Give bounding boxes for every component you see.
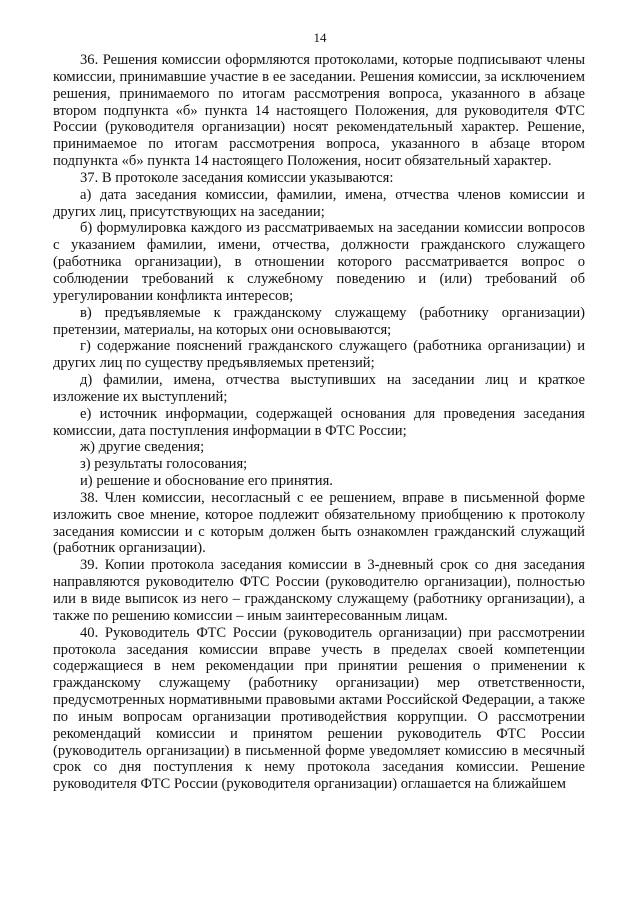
paragraph-37-zh: ж) другие сведения; [80, 439, 205, 456]
paragraph-37-a: а) дата заседания комиссии, фамилии, имена, отчества членов комиссии и других лиц, присутствующих на заседании; [53, 186, 585, 220]
paragraph-37-g: г) содержание пояснений гражданского служащего (работника организации) и других лиц по существу предъявляемых претензий; [53, 338, 585, 372]
paragraph-40: 40. Руководитель ФТС России (руководитель организации) при рассмотрении протокола заседания комиссии вправе учесть в пределах своей компетенции содержащиеся в нем рекомендации при принятии решения о применении к гражданскому служащему (работнику организации) мер ответственности, предусмотренных нормативными правовыми актами Российской Федерации, а также по иным вопросам организации противодействия коррупции. О рассмотрении рекомендаций комиссии и принятом решении руководитель ФТС России (руководитель организации) в письменной форме уведомляет комиссию в месячный срок со дня поступления к нему протокола заседания комиссии. Решение руководителя ФТС России (руководителя организации) оглашается на ближайшем [53, 624, 585, 793]
paragraph-36: 36. Решения комиссии оформляются протоколами, которые подписывают члены комиссии, принимавшие участие в ее заседании. Решения комиссии, за исключением решения, принимаемого по итогам рассмотрения вопроса, указанного в абзаце втором подпункта «б» пункта 14 настоящего Положения, для руководителя ФТС России (руководителя организации) носят рекомендательный характер. Решение, принимаемое по итогам рассмотрения вопроса, указанного в абзаце втором подпункта «б» пункта 14 настоящего Положения, носит обязательный характер. [53, 52, 585, 170]
paragraph-37-b: б) формулировка каждого из рассматриваемых на заседании комиссии вопросов с указанием фамилии, имени, отчества, должности гражданского служащего (работника организации), в отношении которого рассматривается вопрос о соблюдении требований к служебному поведению и (или) требований об урегулировании конфликта интересов; [53, 220, 585, 304]
paragraph-38: 38. Член комиссии, несогласный с ее решением, вправе в письменной форме изложить свое мнение, которое подлежит обязательному приобщению к протоколу заседания комиссии и с которым должен быть ознакомлен гражданский служащий (работник организации). [53, 489, 585, 557]
paragraph-39: 39. Копии протокола заседания комиссии в 3-дневный срок со дня заседания направляются руководителю ФТС России (руководителю организации), полностью или в виде выписок из него – гражданскому служащему (работнику организации), а также по решению комиссии – иным заинтересованным лицам. [53, 557, 585, 624]
paragraph-37-z: з) результаты голосования; [80, 456, 248, 473]
paragraph-37-v: в) предъявляемые к гражданскому служащему (работнику организации) претензии, материалы, на которых они основываются; [53, 304, 585, 338]
paragraph-37-i: и) решение и обоснование его принятия. [80, 473, 333, 490]
document-body [53, 52, 585, 793]
paragraph-37: 37. В протоколе заседания комиссии указываются: [80, 169, 394, 186]
page-number: 14 [313, 30, 327, 45]
paragraph-37-e: е) источник информации, содержащей основания для проведения заседания комиссии, дата поступления информации в ФТС России; [53, 405, 585, 439]
paragraph-37-d: д) фамилии, имена, отчества выступивших на заседании лиц и краткое изложение их выступлений; [53, 372, 585, 405]
